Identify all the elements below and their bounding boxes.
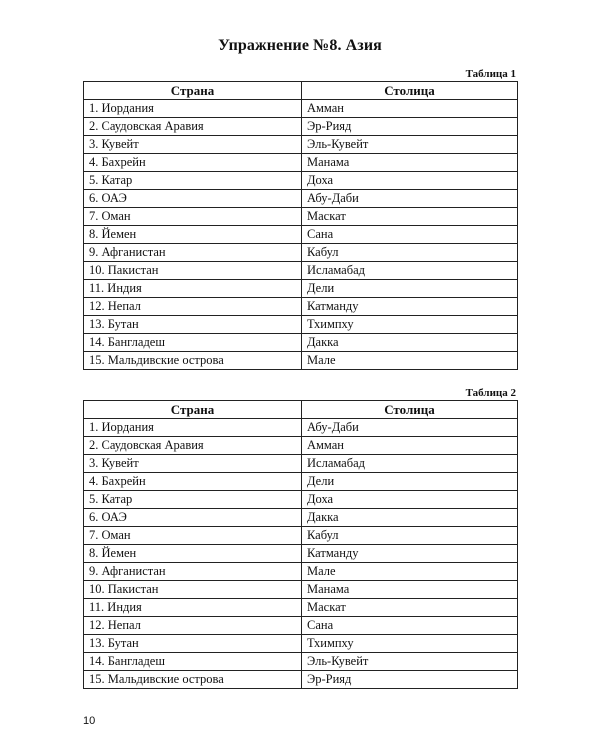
capital-cell: Дели	[302, 280, 518, 298]
country-cell: 2. Саудовская Аравия	[84, 437, 302, 455]
capital-cell: Абу-Даби	[302, 190, 518, 208]
capital-cell: Тхимпху	[302, 316, 518, 334]
capital-cell: Кабул	[302, 527, 518, 545]
country-cell: 14. Бангладеш	[84, 334, 302, 352]
capital-cell: Абу-Даби	[302, 419, 518, 437]
country-cell: 6. ОАЭ	[84, 509, 302, 527]
capital-cell: Амман	[302, 437, 518, 455]
country-cell: 9. Афганистан	[84, 563, 302, 581]
country-cell: 11. Индия	[84, 599, 302, 617]
country-cell: 6. ОАЭ	[84, 190, 302, 208]
country-cell: 1. Иордания	[84, 100, 302, 118]
capital-cell: Манама	[302, 581, 518, 599]
capital-cell: Доха	[302, 491, 518, 509]
table-row	[84, 172, 518, 190]
table-row	[84, 244, 518, 262]
country-cell: 12. Непал	[84, 617, 302, 635]
capital-cell: Катманду	[302, 545, 518, 563]
country-cell: 7. Оман	[84, 527, 302, 545]
country-cell: 7. Оман	[84, 208, 302, 226]
table-row	[84, 100, 518, 118]
column-header-country: Страна	[84, 401, 302, 419]
table-row	[84, 419, 518, 437]
country-cell: 11. Индия	[84, 280, 302, 298]
capital-cell: Эль-Кувейт	[302, 653, 518, 671]
country-cell: 14. Бангладеш	[84, 653, 302, 671]
table-row	[84, 316, 518, 334]
table-row	[84, 545, 518, 563]
table-row	[84, 136, 518, 154]
table-row	[84, 262, 518, 280]
country-cell: 2. Саудовская Аравия	[84, 118, 302, 136]
country-cell: 10. Пакистан	[84, 581, 302, 599]
capital-cell: Доха	[302, 172, 518, 190]
country-cell: 1. Иордания	[84, 419, 302, 437]
capital-cell: Исламабад	[302, 262, 518, 280]
table-row	[84, 653, 518, 671]
capital-cell: Мале	[302, 352, 518, 370]
capital-cell: Дакка	[302, 334, 518, 352]
page-number: 10	[83, 715, 96, 727]
table-header-row	[84, 82, 518, 100]
page-title: Упражнение №8. Азия	[218, 37, 382, 54]
table-2-caption: Таблица 2	[465, 387, 516, 399]
capital-cell: Сана	[302, 226, 518, 244]
capital-cell: Дакка	[302, 509, 518, 527]
table-row	[84, 298, 518, 316]
country-cell: 13. Бутан	[84, 635, 302, 653]
capital-cell: Эль-Кувейт	[302, 136, 518, 154]
table-row	[84, 491, 518, 509]
capital-cell: Маскат	[302, 208, 518, 226]
country-cell: 4. Бахрейн	[84, 473, 302, 491]
table-row	[84, 154, 518, 172]
column-header-country: Страна	[84, 82, 302, 100]
capital-cell: Маскат	[302, 599, 518, 617]
country-cell: 15. Мальдивские острова	[84, 352, 302, 370]
table-row	[84, 563, 518, 581]
country-cell: 10. Пакистан	[84, 262, 302, 280]
capital-cell: Сана	[302, 617, 518, 635]
country-cell: 5. Катар	[84, 172, 302, 190]
table-row	[84, 581, 518, 599]
table-row	[84, 617, 518, 635]
table-row	[84, 509, 518, 527]
country-cell: 12. Непал	[84, 298, 302, 316]
country-cell: 4. Бахрейн	[84, 154, 302, 172]
country-cell: 8. Йемен	[84, 226, 302, 244]
column-header-capital: Столица	[302, 401, 518, 419]
table-2	[83, 400, 518, 689]
table-row	[84, 352, 518, 370]
country-cell: 9. Афганистан	[84, 244, 302, 262]
table-row	[84, 455, 518, 473]
country-cell: 8. Йемен	[84, 545, 302, 563]
country-cell: 3. Кувейт	[84, 136, 302, 154]
capital-cell: Эр-Рияд	[302, 118, 518, 136]
country-cell: 5. Катар	[84, 491, 302, 509]
capital-cell: Дели	[302, 473, 518, 491]
table-row	[84, 190, 518, 208]
capital-cell: Тхимпху	[302, 635, 518, 653]
capital-cell: Мале	[302, 563, 518, 581]
column-header-capital: Столица	[302, 82, 518, 100]
country-cell: 13. Бутан	[84, 316, 302, 334]
table-1	[83, 81, 518, 370]
table-row	[84, 437, 518, 455]
table-row	[84, 527, 518, 545]
table-row	[84, 280, 518, 298]
table-row	[84, 226, 518, 244]
table-row	[84, 635, 518, 653]
table-header-row	[84, 401, 518, 419]
table-row	[84, 599, 518, 617]
table-1-caption: Таблица 1	[465, 68, 516, 80]
table-row	[84, 118, 518, 136]
table-row	[84, 473, 518, 491]
table-row	[84, 334, 518, 352]
capital-cell: Катманду	[302, 298, 518, 316]
capital-cell: Амман	[302, 100, 518, 118]
capital-cell: Исламабад	[302, 455, 518, 473]
table-row	[84, 208, 518, 226]
capital-cell: Манама	[302, 154, 518, 172]
table-row	[84, 671, 518, 689]
capital-cell: Эр-Рияд	[302, 671, 518, 689]
country-cell: 15. Мальдивские острова	[84, 671, 302, 689]
capital-cell: Кабул	[302, 244, 518, 262]
country-cell: 3. Кувейт	[84, 455, 302, 473]
